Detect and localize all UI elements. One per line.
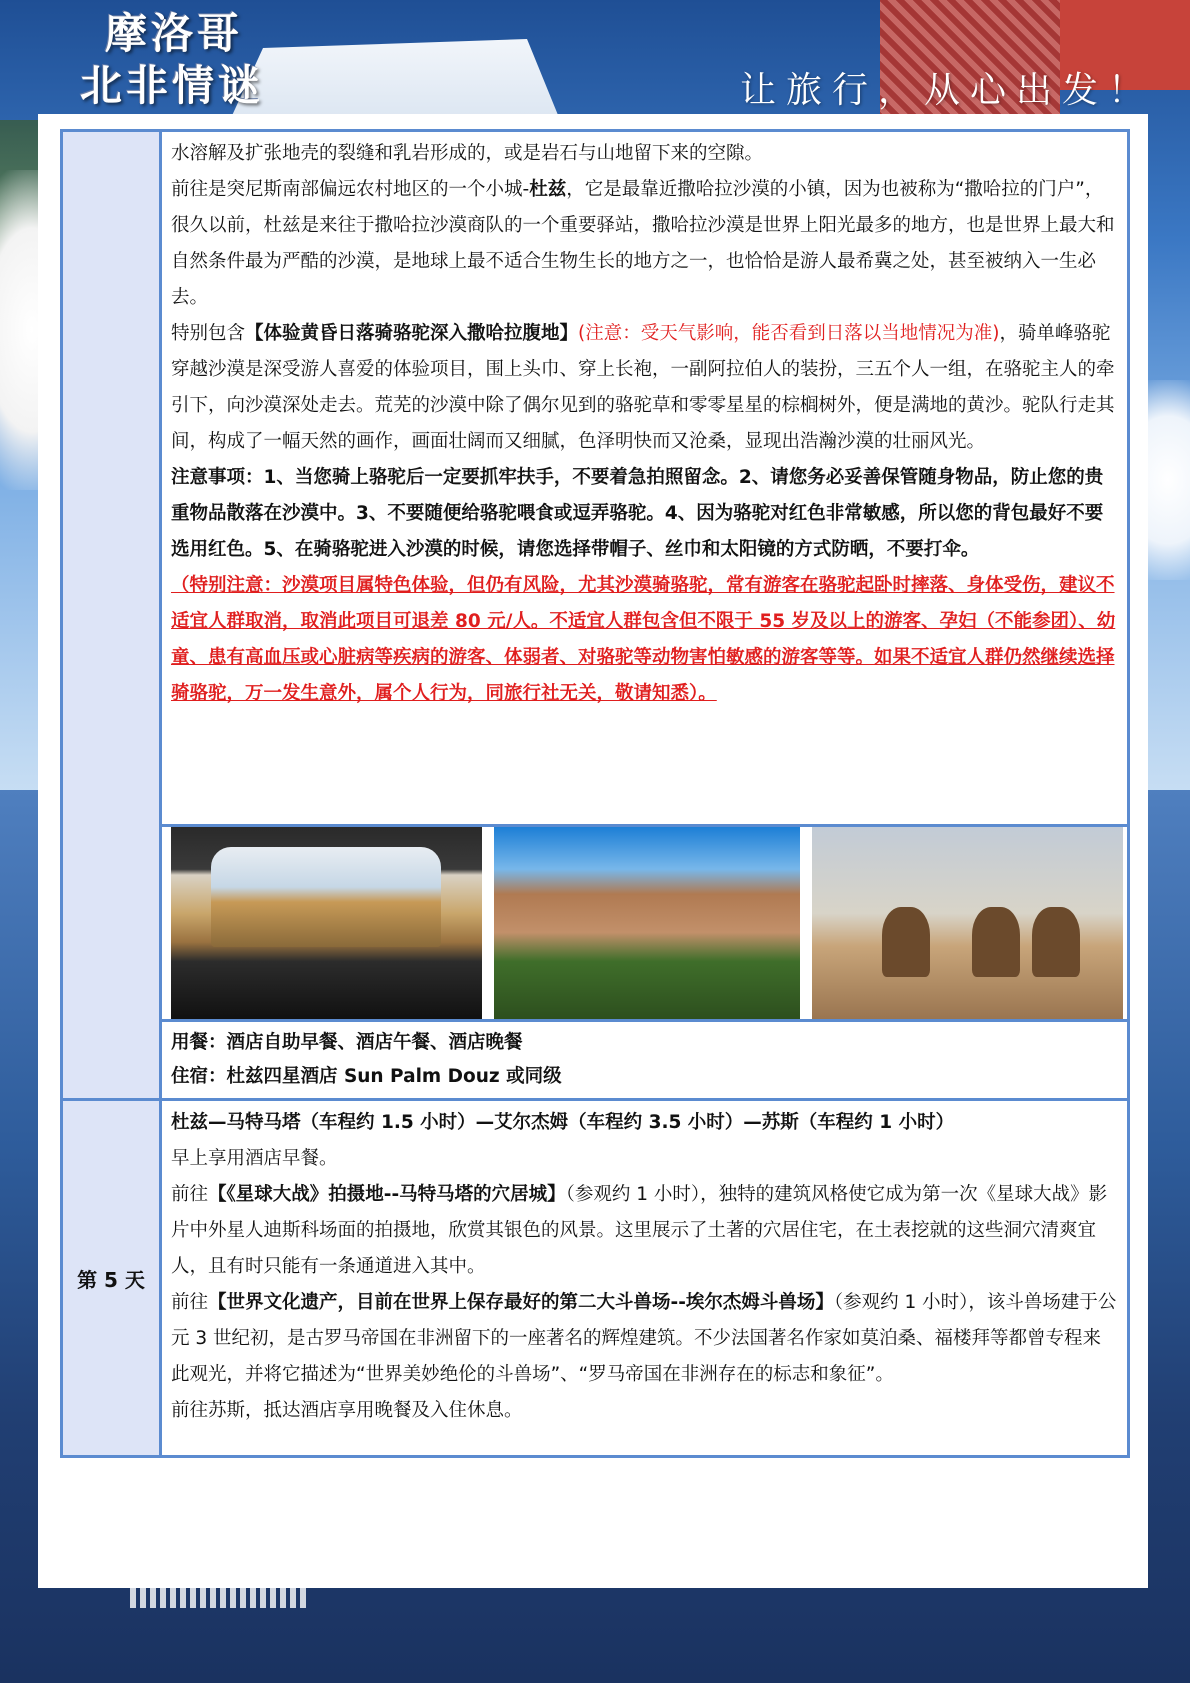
brand-title (80, 8, 264, 112)
day4-description-cell (161, 131, 1129, 826)
day4-p2-text: 前往是突尼斯南部偏远农村地区的一个小城- (171, 179, 530, 200)
day5-description-cell (161, 1100, 1129, 1457)
meals-info: 用餐：酒店自助早餐、酒店午餐、酒店晚餐 (171, 1032, 523, 1053)
matmata-highlight: 【《星球大战》拍摄地--马特马塔的穴居城】 (208, 1184, 566, 1205)
day4-p3-text: 特别包含 (171, 323, 246, 344)
day5-breakfast: 早上享用酒店早餐。 (171, 1148, 338, 1169)
hotel-info: 住宿：杜兹四星酒店 Sun Palm Douz 或同级 (171, 1066, 562, 1087)
oasis-mountain-photo (494, 827, 800, 1019)
brand-line-1: 摩洛哥 (105, 9, 244, 58)
eljem-highlight: 【世界文化遗产，目前在世界上保存最好的第二大斗兽场--埃尔杰姆斗兽场】 (208, 1292, 834, 1313)
day5-sousse: 前往苏斯，抵达酒店享用晚餐及入住休息。 (171, 1400, 523, 1421)
brand-line-2: 北非情谜 (80, 61, 265, 110)
table-row-day5 (62, 1100, 1129, 1457)
photo-strip-cell (161, 826, 1129, 1021)
day4-paragraph-3 (171, 316, 1119, 460)
day5-p2-text-2: （参观约 1 小时），独特的建筑风格使它成为第一次《星球大战》影片中外星人迪斯科场面的拍摄地，欣赏其银色的风景。这里展示了土著的穴居住宅，在土表挖就的这些洞穴清爽宜人，且有时只能有一条通道进入其中。 (171, 1184, 1108, 1277)
day5-p3-text: 前往 (171, 1292, 209, 1313)
day4-p3-text-2: ，骑单峰骆驼穿越沙漠是深受游人喜爱的体验项目，围上头巾、穿上长袍，一副阿拉伯人的装扮，三五个人一组，在骆驼主人的牵引下，向沙漠深处走去。荒芜的沙漠中除了偶尔见到的骆驼草和零零星星的棕榈树外，便是满地的黄沙。驼队行走其间，构成了一幅天然的画作，画面壮阔而又细腻，色泽明快而又沧桑，显现出浩瀚沙漠的壮丽风光。 (171, 323, 1115, 452)
day5-p3-text-2: （参观约 1 小时），该斗兽场建于公元 3 世纪初，是古罗马帝国在非洲留下的一座著名的辉煌建筑。不少法国著名作家如莫泊桑、福楼拜等都曾专程来此观光，并将它描述为“世界美妙绝伦的斗兽场”、“罗马帝国在非洲存在的标志和象征”。 (171, 1292, 1117, 1385)
day-cell-empty (62, 131, 161, 1100)
camel-precautions: 注意事项：1、当您骑上骆驼后一定要抓牢扶手，不要着急拍照留念。2、请您务必妥善保管随身物品，防止您的贵重物品散落在沙漠中。3、不要随便给骆驼喂食或逗弄骆驼。4、因为骆驼对红色非常敏感，所以您的背包最好不要选用红色。5、在骑骆驼进入沙漠的时候，请您选择带帽子、丝巾和太阳镜的方式防晒，不要打伞。 (171, 467, 1104, 560)
camel-riders-photo (812, 827, 1123, 1019)
slogan: 让旅行，从心出发！ (740, 70, 1155, 111)
day4-paragraph-2 (171, 172, 1119, 316)
meals-hotel-cell (161, 1021, 1129, 1100)
day5-route: 杜兹—马特马塔（车程约 1.5 小时）—艾尔杰姆（车程约 3.5 小时）—苏斯（车程约 1 小时） (171, 1112, 955, 1133)
douz-highlight: 杜兹 (529, 179, 567, 200)
day5-paragraph-eljem (171, 1285, 1119, 1393)
weather-note: (注意：受天气影响，能否看到日落以当地情况为准) (578, 323, 1000, 344)
special-warning: （特别注意：沙漠项目属特色体验，但仍有风险，尤其沙漠骑骆驼，常有游客在骆驼起卧时摔落、身体受伤，建议不适宜人群取消，取消此项目可退差 80 元/人。不适宜人群包含但不限于 55 岁及以上的游客、孕妇（不能参团）、幼童、患有高血压或心脏病等疾病的游客、体弱者、对骆驼等动物害怕敏感的游客等等。如果不适宜人群仍然继续选择骑骆驼，万一发生意外，属个人行为，同旅行社无关，敬请知悉）。 (171, 575, 1116, 704)
day5-p2-text: 前往 (171, 1184, 209, 1205)
camel-ride-highlight: 【体验黄昏日落骑骆驼深入撒哈拉腹地】 (245, 323, 579, 344)
day5-label: 第 5 天 (62, 1100, 161, 1457)
car-desert-photo (171, 827, 482, 1019)
day4-p2-text-2: ，它是最靠近撒哈拉沙漠的小镇，因为也被称为“撒哈拉的门户”，很久以前，杜兹是来往于撒哈拉沙漠商队的一个重要驿站，撒哈拉沙漠是世界上阳光最多的地方，也是世界上最大和自然条件最为严酷的沙漠，是地球上最不适合生物生长的地方之一，也恰恰是游人最希冀之处，甚至被纳入一生必去。 (171, 179, 1115, 308)
table-row-photos (62, 826, 1129, 1021)
day4-paragraph-1: 水溶解及扩张地壳的裂缝和乳岩形成的，或是岩石与山地留下来的空隙。 (171, 143, 764, 164)
itinerary-table (60, 129, 1130, 1458)
table-row-day4-text (62, 131, 1129, 826)
day5-paragraph-matmata (171, 1177, 1119, 1285)
sheet-torn-edge (130, 1588, 310, 1608)
table-row-meals (62, 1021, 1129, 1100)
